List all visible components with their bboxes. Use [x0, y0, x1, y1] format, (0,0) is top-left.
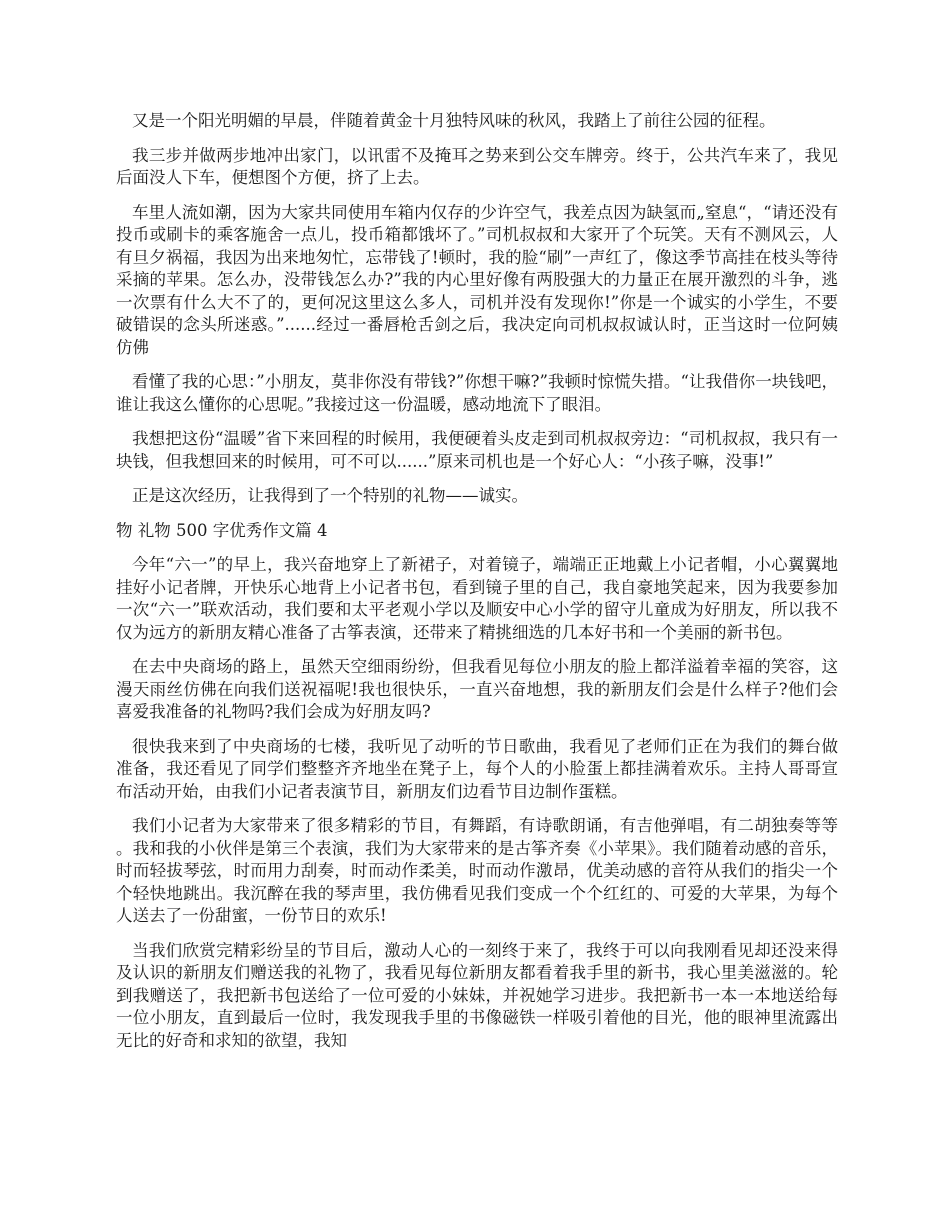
paragraph: 正是这次经历，让我得到了一个特别的礼物——诚实。: [132, 486, 528, 505]
paragraph: 我们小记者为大家带来了很多精彩的节目，有舞蹈，有诗歌朗诵，有吉他弹唱，有二胡独奏等等。我和我的小伙伴是第三个表演，我们为大家带来的是古筝齐奏《小苹果》。我们随着动感的音乐，时而轻拔琴弦，时而用力刮奏，时而动作柔美，时而动作激昂，优美动感的音符从我们的指尖一个个轻快地跳出。我沉醉在我的琴声里，我仿佛看见我们变成一个个红红的、可爱的大苹果，为每个人送去了一份甜蜜，一份节日的欢乐!: [116, 816, 838, 925]
paragraph: 很快我来到了中央商场的七楼，我听见了动听的节日歌曲，我看见了老师们正在为我们的舞台做准备，我还看见了同学们整整齐齐地坐在凳子上，每个人的小脸蛋上都挂满着欢乐。主持人哥哥宣布活动开始，由我们小记者表演节目，新朋友们边看节目边制作蛋糕。: [116, 736, 838, 801]
paragraph: 当我们欣赏完精彩纷呈的节目后，激动人心的一刻终于来了，我终于可以向我刚看见却还没来得及认识的新朋友们赠送我的礼物了，我看见每位新朋友都看着我手里的新书，我心里美滋滋的。轮到我赠送了，我把新书包送给了一位可爱的小妹妹，并祝她学习进步。我把新书一本一本地送给每一位小朋友，直到最后一位时，我发现我手里的书像磁铁一样吸引着他的目光，他的眼神里流露出无比的好奇和求知的欲望，我知: [116, 940, 838, 1050]
paragraph: 车里人流如潮，因为大家共同使用车箱内仅存的少许空气，我差点因为缺氢而„窒息“，“请还没有投币或刷卡的乘客施舍一点儿，投币箱都饿坏了。”司机叔叔和大家开了个玩笑。天有不测风云，人有旦夕祸福，我因为出来地匆忙，忘带钱了!顿时，我的脸“刷”一声红了，像这季节高挂在枝头等待采摘的苹果。怎么办，没带钱怎么办?”我的内心里好像有两股强大的力量正在展开激烈的斗争，逃一次票有什么大不了的，更何况这里这么多人，司机并没有发现你!”你是一个诚实的小学生，不要破错误的念头所迷惑。”......经过一番唇枪舌剑之后，我决定向司机叔叔诚认时，正当这时一位阿姨仿佛: [116, 202, 838, 357]
paragraph: 今年“六一”的早上，我兴奋地穿上了新裙子，对着镜子，端端正正地戴上小记者帽，小心翼翼地挂好小记者牌，开快乐心地背上小记者书包，看到镜子里的自己，我自豪地笑起来，因为我要参加一次“六一”联欢活动，我们要和太平老观小学以及顺安中心小学的留守儿童成为好朋友，所以我不仅为远方的新朋友精心准备了古筝表演，还带来了精挑细选的几本好书和一个美丽的新书包。: [116, 555, 838, 642]
paragraph: 又是一个阳光明媚的早晨，伴随着黄金十月独特风味的秋风，我踏上了前往公园的征程。: [132, 111, 776, 130]
paragraph: 看懂了我的心思：”小朋友，莫非你没有带钱?”你想干嘛?”我顿时惊慌失措。“让我借你一块钱吧，谁让我这么懂你的心思呢。”我接过这一份温暖，感动地流下了眼泪。: [116, 372, 838, 414]
paragraph: 在去中央商场的路上，虽然天空细雨纷纷，但我看见每位小朋友的脸上都洋溢着幸福的笑容，这漫天雨丝仿佛在向我们送祝福呢!我也很快乐，一直兴奋地想，我的新朋友们会是什么样子?他们会喜爱我准备的礼物吗?我们会成为好朋友吗?: [116, 657, 838, 721]
document-body: [116, 110, 838, 1064]
section-heading: 物 礼物 500 字优秀作文篇 4: [116, 520, 328, 540]
paragraph: 我三步并做两步地冲出家门，以讯雷不及掩耳之势来到公交车牌旁。终于，公共汽车来了，我见后面没人下车，便想图个方便，挤了上去。: [116, 145, 838, 187]
paragraph: 我想把这份“温暖”省下来回程的时候用，我便硬着头皮走到司机叔叔旁边：“司机叔叔，我只有一块钱，但我想回来的时候用，可不可以......”原来司机也是一个好心人：“小孩子嘛，没事!”: [116, 429, 838, 471]
